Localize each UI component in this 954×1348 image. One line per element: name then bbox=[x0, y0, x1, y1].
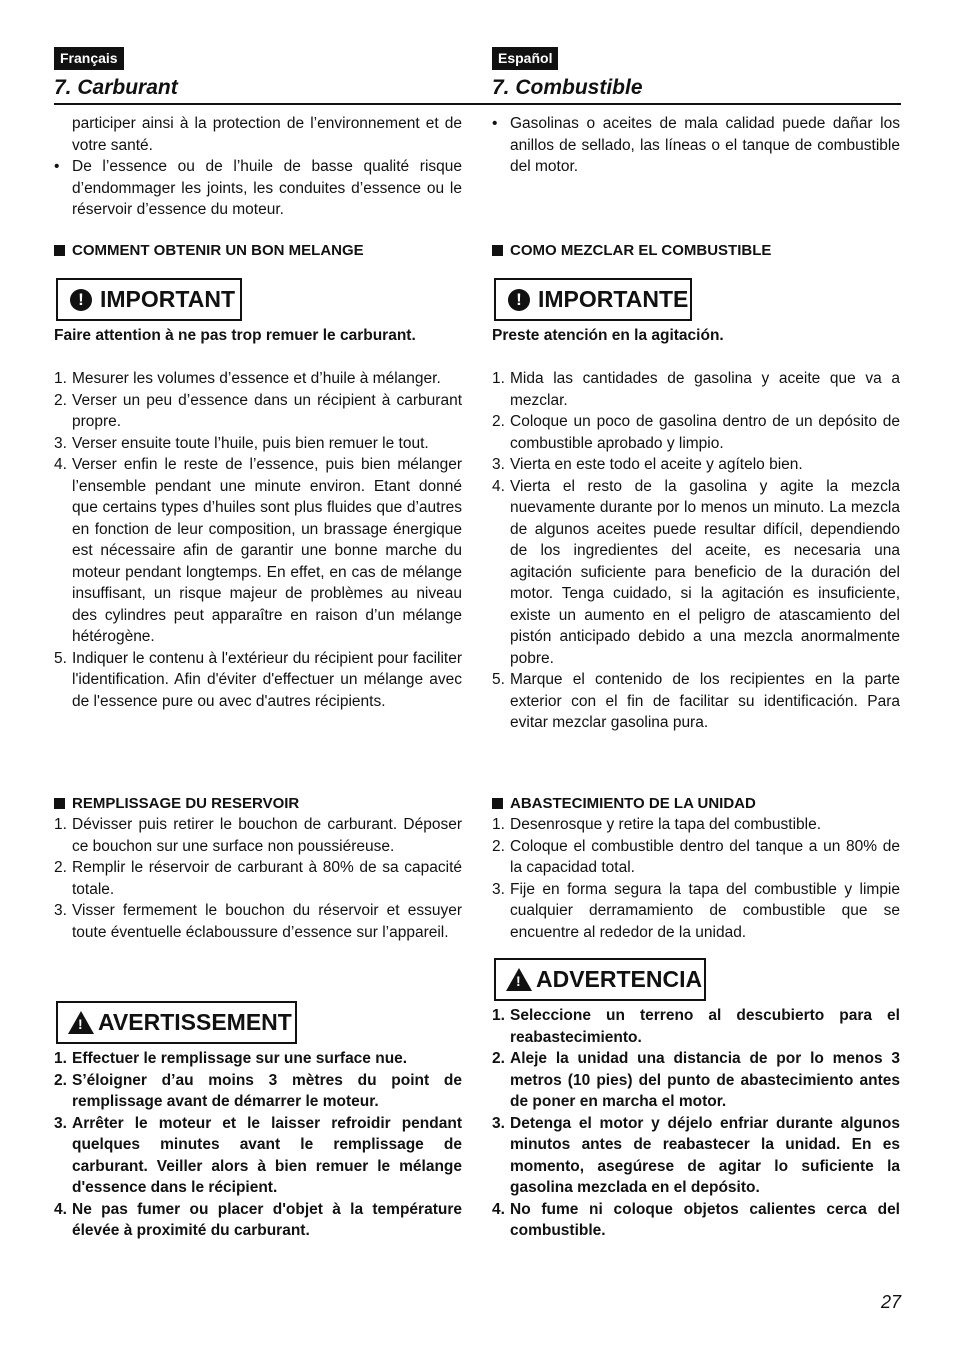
list-item: 4. Verser enfin le reste de l’essence, puis bien mélanger l’ensemble pendant une minute environ. Etant donné que certains types d’huiles sont plus fluides que d’autres en fonction de leur composition, un brassage énergique est nécessaire afin de garantir une bonne marche du moteur pendant longtemps. En effet, en cas de mélange insuffisant, un risque majeur de problèmes au niveau des cylindres peut apparaître en raison d’un mélange hétérogène. bbox=[54, 456, 462, 645]
fill-steps bbox=[54, 814, 462, 943]
list-item: 3. Visser fermement le bouchon du réservoir et essuyer toute éventuelle éclaboussure d’essence sur l’appareil. bbox=[54, 902, 462, 941]
mix-heading-text: COMMENT OBTENIR UN BON MELANGE bbox=[72, 242, 364, 259]
list-item: 2. Verser un peu d’essence dans un récipient à carburant propre. bbox=[54, 391, 462, 430]
fill-heading bbox=[54, 793, 462, 815]
intro-block bbox=[492, 113, 900, 178]
list-item: 1. Seleccione un terreno al descubierto para el reabastecimiento. bbox=[492, 1007, 900, 1046]
mix-heading-text: COMO MEZCLAR EL COMBUSTIBLE bbox=[510, 242, 772, 259]
fill-heading bbox=[492, 793, 900, 815]
list-item: 3. Fije en forma segura la tapa del combustible y limpie cualquier derramamiento de combustible que se encuentre al rededor de la unidad. bbox=[492, 880, 900, 941]
list-item: 4. Ne pas fumer ou placer d'objet à la température élevée à proximité du carburant. bbox=[54, 1200, 462, 1239]
list-item: 2. Coloque el combustible dentro del tanque a un 80% de la capacidad total. bbox=[492, 837, 900, 876]
mix-steps bbox=[492, 368, 900, 734]
section-title: 7. Carburant bbox=[54, 76, 178, 99]
list-item: 2. Coloque un poco de gasolina dentro de un depósito de combustible aprobado y limpio. bbox=[492, 413, 900, 452]
list-item: 3. Verser ensuite toute l’huile, puis bien remuer le tout. bbox=[54, 434, 429, 452]
important-text: Preste atención en la agitación. bbox=[492, 327, 724, 344]
list-item: 1. Desenrosque y retire la tapa del combustible. bbox=[492, 816, 822, 833]
language-badge: Français bbox=[54, 47, 124, 70]
intro-block bbox=[54, 113, 462, 221]
exclamation-icon: ! bbox=[508, 289, 530, 311]
important-box bbox=[56, 278, 242, 321]
list-item: 2. Aleje la unidad una distancia de por lo menos 3 metros (10 pies) del punto de abastecimiento antes de poner en marcha el motor. bbox=[492, 1050, 900, 1110]
square-bullet-icon bbox=[492, 798, 503, 809]
list-item: 3. Vierta en este todo el aceite y agítelo bien. bbox=[492, 456, 803, 473]
mix-steps bbox=[54, 368, 462, 712]
mix-heading bbox=[492, 240, 900, 262]
list-item: 1. Effectuer le remplissage sur une surface nue. bbox=[54, 1050, 408, 1067]
page-number: 27 bbox=[880, 1292, 901, 1312]
list-item: 5. Marque el contenido de los recipientes en la parte exterior con el fin de facilitar su identificación. Para evitar mezclar gasolina pura. bbox=[492, 671, 900, 731]
list-item: 1. Mida las cantidades de gasolina y aceite que va a mezclar. bbox=[492, 370, 900, 409]
list-item: 3. Detenga el motor y déjelo enfriar durante algunos minutos antes de reabastecer la unidad. En es momento, asegúrese de agitar lo suficiente la gasolina mezclada en el depósito. bbox=[492, 1114, 900, 1196]
warning-label: AVERTISSEMENT bbox=[98, 1008, 292, 1035]
list-item: 3. Arrêter le moteur et le laisser refroidir pendant quelques minutes avant le remplissage de carburant. Veiller alors à bien remuer le mélange d'essence dans le récipient. bbox=[54, 1114, 462, 1196]
list-item: 1. Mesurer les volumes d’essence et d’huile à mélanger. bbox=[54, 370, 441, 387]
warning-steps bbox=[492, 1005, 900, 1242]
list-item: 2. S’éloigner d’au moins 3 mètres du point de remplissage avant de démarrer le moteur. bbox=[54, 1071, 462, 1110]
mix-heading bbox=[54, 240, 462, 262]
warning-triangle-icon: ! bbox=[506, 968, 532, 991]
important-box bbox=[494, 278, 692, 321]
intro-bullet: • De l’essence ou de l’huile de basse qualité risque d’endommager les joints, les conduites d’essence ou le réservoir d’essence du moteur. bbox=[54, 156, 462, 221]
square-bullet-icon bbox=[54, 245, 65, 256]
intro-continuation: participer ainsi à la protection de l’environnement et de votre santé. bbox=[72, 115, 462, 154]
warning-box bbox=[494, 958, 706, 1001]
warning-label: ADVERTENCIA bbox=[536, 965, 703, 992]
square-bullet-icon bbox=[54, 798, 65, 809]
warning-triangle-icon: ! bbox=[68, 1011, 94, 1034]
section-title: 7. Combustible bbox=[492, 76, 643, 99]
list-item: 1. Dévisser puis retirer le bouchon de carburant. Déposer ce bouchon sur une surface non poussiéreuse. bbox=[54, 816, 462, 855]
header-rule bbox=[54, 103, 901, 105]
list-item: 5. Indiquer le contenu à l'extérieur du récipient pour faciliter l'identification. Afin d'éviter d'effectuer un mélange avec de l'essence pure ou avec d'autres récipients. bbox=[54, 649, 462, 710]
list-item: 4. No fume ni coloque objetos calientes cerca del combustible. bbox=[492, 1200, 900, 1239]
fill-heading-text: ABASTECIMIENTO DE LA UNIDAD bbox=[510, 795, 756, 812]
warning-steps bbox=[54, 1048, 462, 1242]
square-bullet-icon bbox=[492, 245, 503, 256]
list-item: 4. Vierta el resto de la gasolina y agite la mezcla nuevamente durante por lo menos un minuto. La mezcla de algunos aceites puede resultar difícil, dependiendo de los ingredientes del aceite, es necesaria una agitación suficiente para beneficio de la duración del motor. Tenga cuidado, si la agitación es insuficiente, existe un aumento en el peligro de atascamiento del pistón anticipado debido a una mezcla anormalmente pobre. bbox=[492, 477, 900, 667]
exclamation-icon: ! bbox=[70, 289, 92, 311]
important-label: IMPORTANT bbox=[100, 285, 236, 312]
important-label: IMPORTANTE bbox=[538, 285, 689, 312]
important-text: Faire attention à ne pas trop remuer le carburant. bbox=[54, 327, 416, 344]
intro-bullet: • Gasolinas o aceites de mala calidad puede dañar los anillos de sellado, las líneas o el tanque de combustible del motor. bbox=[492, 113, 900, 178]
warning-box bbox=[56, 1001, 297, 1044]
fill-heading-text: REMPLISSAGE DU RESERVOIR bbox=[72, 795, 300, 812]
fill-steps bbox=[492, 814, 900, 943]
language-badge: Español bbox=[492, 47, 558, 70]
list-item: 2. Remplir le réservoir de carburant à 80% de sa capacité totale. bbox=[54, 859, 462, 898]
